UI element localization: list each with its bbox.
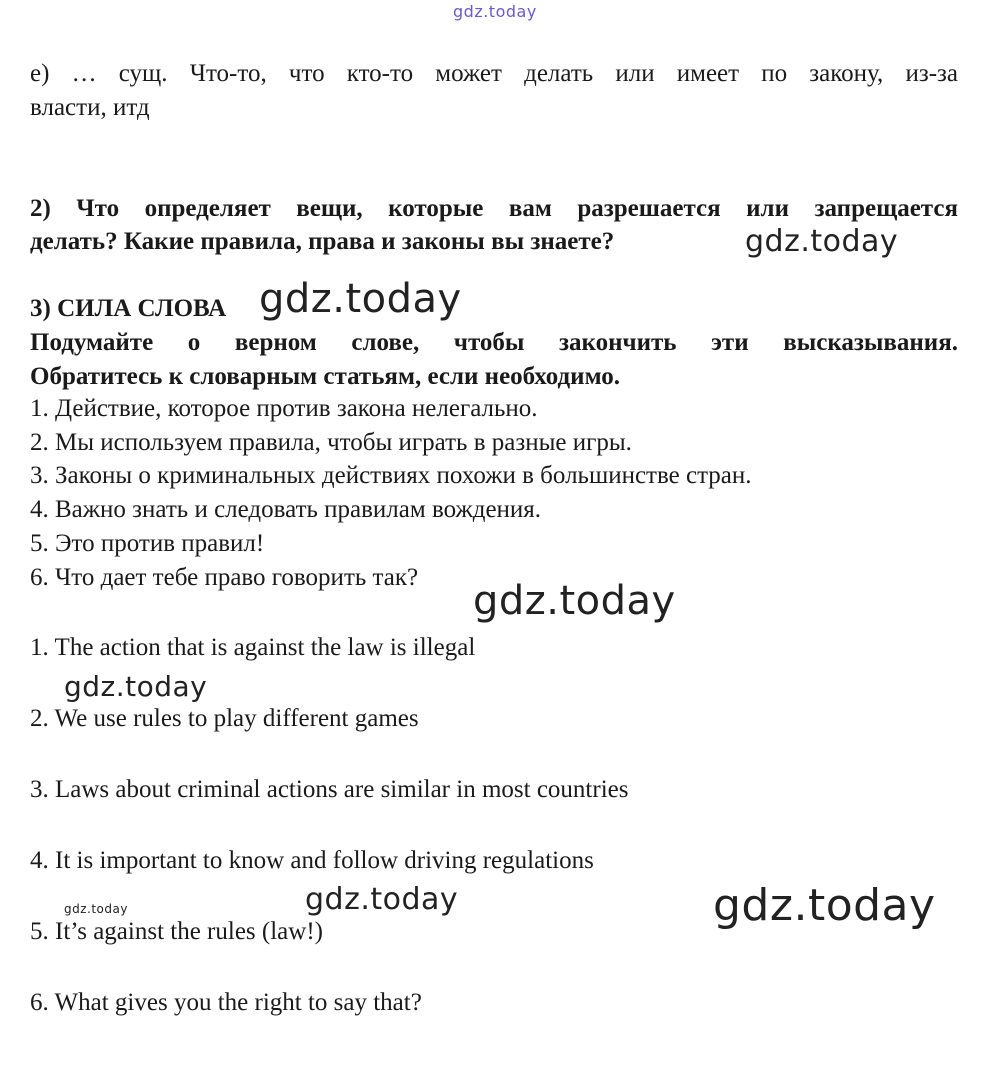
instruction-line-1: Подумайте о верном слове, чтобы закончить эти высказывания. [30, 329, 958, 356]
ru-sentence-2: 2. Мы используем правила, чтобы играть в разные игры. [30, 429, 632, 456]
en-sentence-2: 2. We use rules to play different games [30, 705, 419, 732]
en-sentence-1: 1. The action that is against the law is illegal [30, 634, 476, 661]
watermark-middle: gdz.today [473, 578, 676, 624]
ru-sentence-6: 6. Что дает тебе право говорить так? [30, 564, 419, 591]
en-sentence-4: 4. It is important to know and follow driving regulations [30, 847, 594, 874]
watermark-heading: gdz.today [259, 276, 462, 322]
question-2-line-2: делать? Какие правила, права и законы вы знаете? [30, 228, 615, 255]
watermark-en-4: gdz.today [305, 882, 459, 917]
watermark-large: gdz.today [713, 880, 936, 931]
intro-line-2: власти, итд [30, 94, 150, 121]
question-2-line-1: 2) Что определяет вещи, которые вам разрешается или запрещается [30, 195, 958, 222]
watermark-small: gdz.today [64, 902, 128, 916]
section-3-heading: 3) СИЛА СЛОВА [30, 295, 227, 322]
en-sentence-5: 5. It’s against the rules (law!) [30, 918, 323, 945]
ru-sentence-1: 1. Действие, которое против закона нелегально. [30, 395, 538, 422]
en-sentence-6: 6. What gives you the right to say that? [30, 989, 422, 1016]
watermark-top: gdz.today [453, 2, 537, 21]
en-sentence-3: 3. Laws about criminal actions are similar in most countries [30, 776, 629, 803]
instruction-line-2: Обратитесь к словарным статьям, если необходимо. [30, 363, 621, 390]
ru-sentence-5: 5. Это против правил! [30, 530, 265, 557]
ru-sentence-3: 3. Законы о криминальных действиях похожи в большинстве стран. [30, 462, 752, 489]
intro-line-1: е) … сущ. Что-то, что кто-то может делать или имеет по закону, из-за [30, 60, 958, 87]
watermark-en-1: gdz.today [64, 670, 208, 703]
watermark-q2: gdz.today [745, 224, 899, 259]
ru-sentence-4: 4. Важно знать и следовать правилам вождения. [30, 496, 542, 523]
